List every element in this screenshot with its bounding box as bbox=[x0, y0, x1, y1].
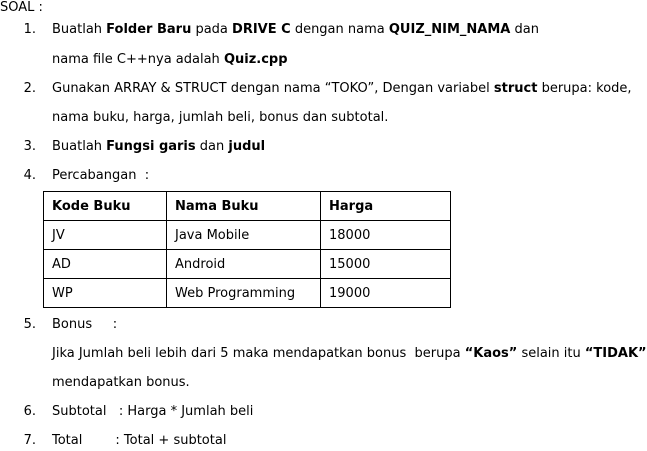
table-cell: AD bbox=[44, 250, 167, 279]
text-run: selain itu bbox=[517, 346, 585, 361]
table-cell: 19000 bbox=[321, 279, 451, 308]
total-line: Total : Total + subtotal bbox=[52, 433, 227, 448]
bold-text-run: “TIDAK” bbox=[584, 346, 647, 361]
item-4-line-1 bbox=[52, 168, 149, 184]
text-run: berupa: kode, bbox=[537, 81, 632, 96]
text-run: dan bbox=[510, 22, 539, 37]
text-run: nama file C++nya adalah bbox=[52, 52, 224, 67]
bold-text-run: Quiz.cpp bbox=[223, 52, 288, 67]
table-cell: JV bbox=[44, 221, 167, 250]
text-run: Gunakan ARRAY & STRUCT dengan nama “TOKO”, Dengan variabel bbox=[52, 81, 494, 96]
bold-text-run: judul bbox=[228, 139, 266, 154]
header-nama-buku: Nama Buku bbox=[167, 192, 321, 221]
table-cell: Java Mobile bbox=[167, 221, 321, 250]
item-2-line-1 bbox=[52, 81, 632, 97]
item-number-1: 1. bbox=[23, 22, 36, 37]
bonus-line-1 bbox=[52, 346, 647, 362]
item-number-2: 2. bbox=[23, 81, 36, 96]
table-row bbox=[44, 250, 451, 279]
item-3-line-1 bbox=[52, 139, 265, 155]
bonus-label: Bonus : bbox=[52, 317, 118, 332]
bold-text-run: QUIZ_NIM_NAMA bbox=[388, 22, 511, 37]
bold-text-run: “Kaos” bbox=[464, 346, 518, 361]
header-kode-buku: Kode Buku bbox=[44, 192, 167, 221]
text-run: nama buku, harga, jumlah beli, bonus dan subtotal. bbox=[52, 110, 389, 125]
table-row bbox=[44, 221, 451, 250]
bold-text-run: Folder Baru bbox=[106, 22, 192, 37]
bonus-line-2: mendapatkan bonus. bbox=[52, 375, 190, 390]
table-cell: Web Programming bbox=[167, 279, 321, 308]
text-run: pada bbox=[191, 22, 233, 37]
table-cell: 15000 bbox=[321, 250, 451, 279]
table-row bbox=[44, 279, 451, 308]
bold-text-run: DRIVE C bbox=[232, 22, 291, 37]
text-run: dan bbox=[195, 139, 229, 154]
bold-text-run: Fungsi garis bbox=[106, 139, 196, 154]
item-number-6: 6. bbox=[23, 404, 36, 419]
item-number-5: 5. bbox=[23, 317, 36, 332]
table-cell: WP bbox=[44, 279, 167, 308]
item-number-3: 3. bbox=[23, 139, 36, 154]
item-1-line-2 bbox=[52, 52, 288, 68]
item-number-4: 4. bbox=[23, 168, 36, 183]
table-cell: Android bbox=[167, 250, 321, 279]
item-1-line-1 bbox=[52, 22, 539, 38]
subtotal-line: Subtotal : Harga * Jumlah beli bbox=[52, 404, 254, 419]
table-header-row bbox=[44, 192, 451, 221]
table-cell: 18000 bbox=[321, 221, 451, 250]
kode-buku-table bbox=[43, 191, 451, 308]
text-run: dengan nama bbox=[290, 22, 389, 37]
item-2-line-2 bbox=[52, 110, 388, 126]
item-number-7: 7. bbox=[23, 433, 36, 448]
text-run: Percabangan : bbox=[52, 168, 150, 183]
text-run: Jika Jumlah beli lebih dari 5 maka mendapatkan bonus berupa bbox=[52, 346, 465, 361]
text-run: Buatlah bbox=[52, 22, 107, 37]
text-run: Buatlah bbox=[52, 139, 107, 154]
bold-text-run: struct bbox=[493, 81, 538, 96]
page-title: SOAL : bbox=[0, 0, 43, 15]
header-harga: Harga bbox=[321, 192, 451, 221]
